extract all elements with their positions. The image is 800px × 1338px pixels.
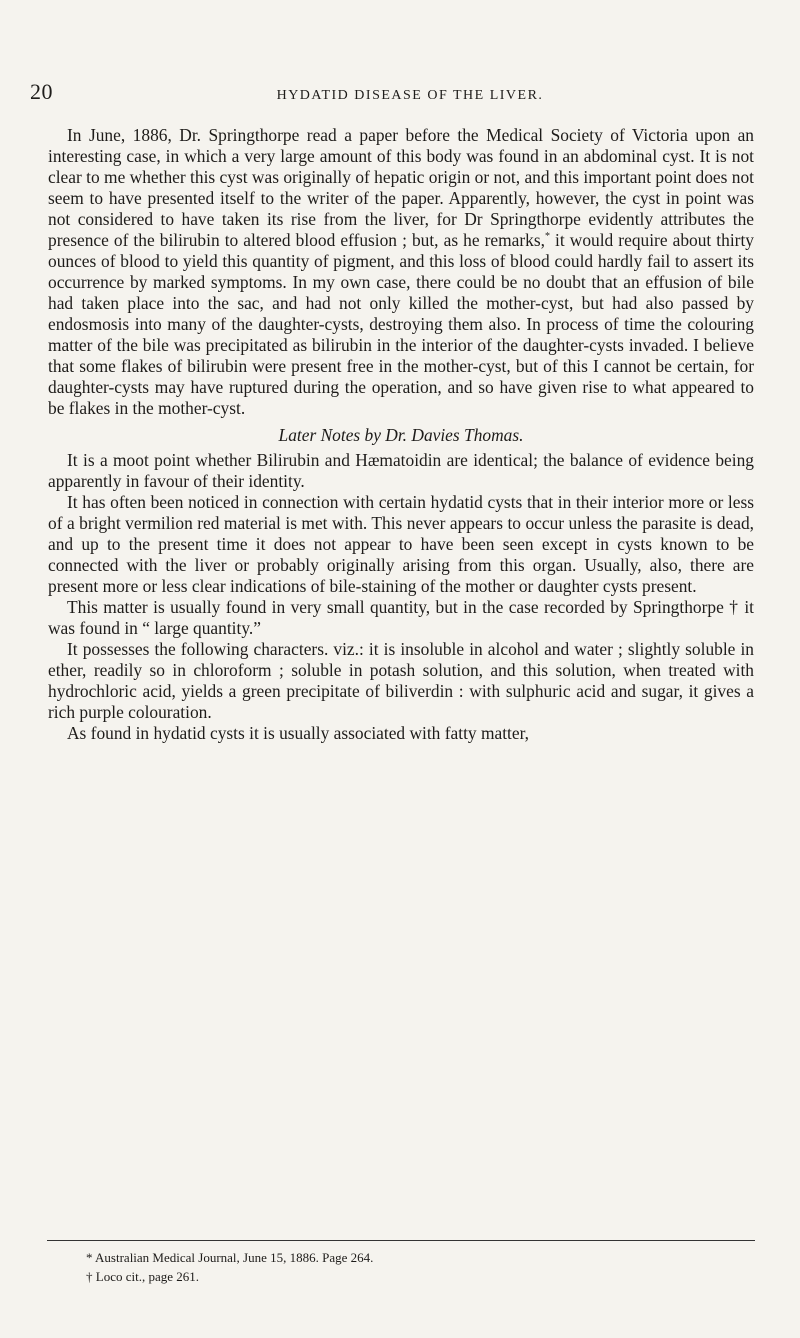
footnote-1: * Australian Medical Journal, June 15, 1886. Page 264. bbox=[86, 1250, 374, 1265]
paragraph-3: It has often been noticed in connection with certain hydatid cysts that in their interior more or less of a bright vermilion red material is met with. This never appears to occur unless the parasite is dead, and up to the present time it does not appear to have been seen except in cysts known to be connected with the liver or probably originally arising from this organ. Usually, also, there are present more or less clear indications of bile-staining of the mother or daughter cysts present. bbox=[48, 492, 754, 596]
footnote-ref-2: † bbox=[729, 597, 739, 617]
paragraph-5: It possesses the following characters. viz.: it is insoluble in alcohol and water ; slightly soluble in ether, readily so in chloroform ; soluble in potash solution, and this solution, when treated with hydrochloric acid, yields a green precipitate of biliverdin : with sulphuric acid and sugar, it gives a rich purple colouration. bbox=[48, 639, 754, 722]
main-text bbox=[48, 125, 754, 744]
paragraph-1 bbox=[48, 125, 754, 419]
paragraph-2: It is a moot point whether Bilirubin and Hæmatoidin are identical; the balance of evidence being apparently in favour of their identity. bbox=[48, 450, 754, 491]
paragraph-1-text-a: In June, 1886, Dr. Springthorpe read a paper before the Medical Society of Victoria upon an interesting case, in which a very large amount of this body was found in an abdominal cyst. It is not clear to me whether this cyst was originally of hepatic origin or not, and this important point does not seem to have presented itself to the writer of the paper. Apparently, however, the cyst in point was not considered to have taken its rise from the liver, for Dr Springthorpe evidently attributes the presence of the bilirubin to altered blood effusion ; but, as he remarks, bbox=[48, 125, 754, 250]
paragraph-1-text-b: it would require about thirty ounces of blood to yield this quantity of pigment, and this loss of blood could hardly fail to assert its occurrence by marked symptoms. In my own case, there could be no doubt that an effusion of bile had taken place into the sac, and had not only killed the mother-cyst, but had also passed by endosmosis into many of the daughter-cysts, destroying them also. In process of time the colouring matter of the bile was precipitated as bilirubin in the interior of the daughter-cysts invaded. I believe that some flakes of bilirubin were present free in the mother-cyst, but of this I cannot be certain, for daughter-cysts may have ruptured during the operation, and so have given rise to what appeared to be flakes in the mother-cyst. bbox=[48, 230, 754, 418]
footnote-divider bbox=[47, 1240, 755, 1241]
running-title: HYDATID DISEASE OF THE LIVER. bbox=[276, 88, 544, 103]
paragraph-4-text-b: it was found in “ large quantity.” bbox=[48, 597, 754, 638]
footnotes bbox=[86, 1248, 736, 1286]
paragraph-6: As found in hydatid cysts it is usually associated with fatty matter, bbox=[67, 723, 530, 743]
footnote-ref-1: * bbox=[544, 231, 550, 243]
page-number: 20 bbox=[30, 79, 53, 104]
section-subheading: Later Notes by Dr. Davies Thomas. bbox=[278, 425, 524, 445]
footnote-2: † Loco cit., page 261. bbox=[86, 1269, 199, 1284]
paragraph-4-text-a: This matter is usually found in very small quantity, but in the case recorded by Springthorpe bbox=[67, 597, 730, 617]
paragraph-4 bbox=[48, 597, 754, 639]
